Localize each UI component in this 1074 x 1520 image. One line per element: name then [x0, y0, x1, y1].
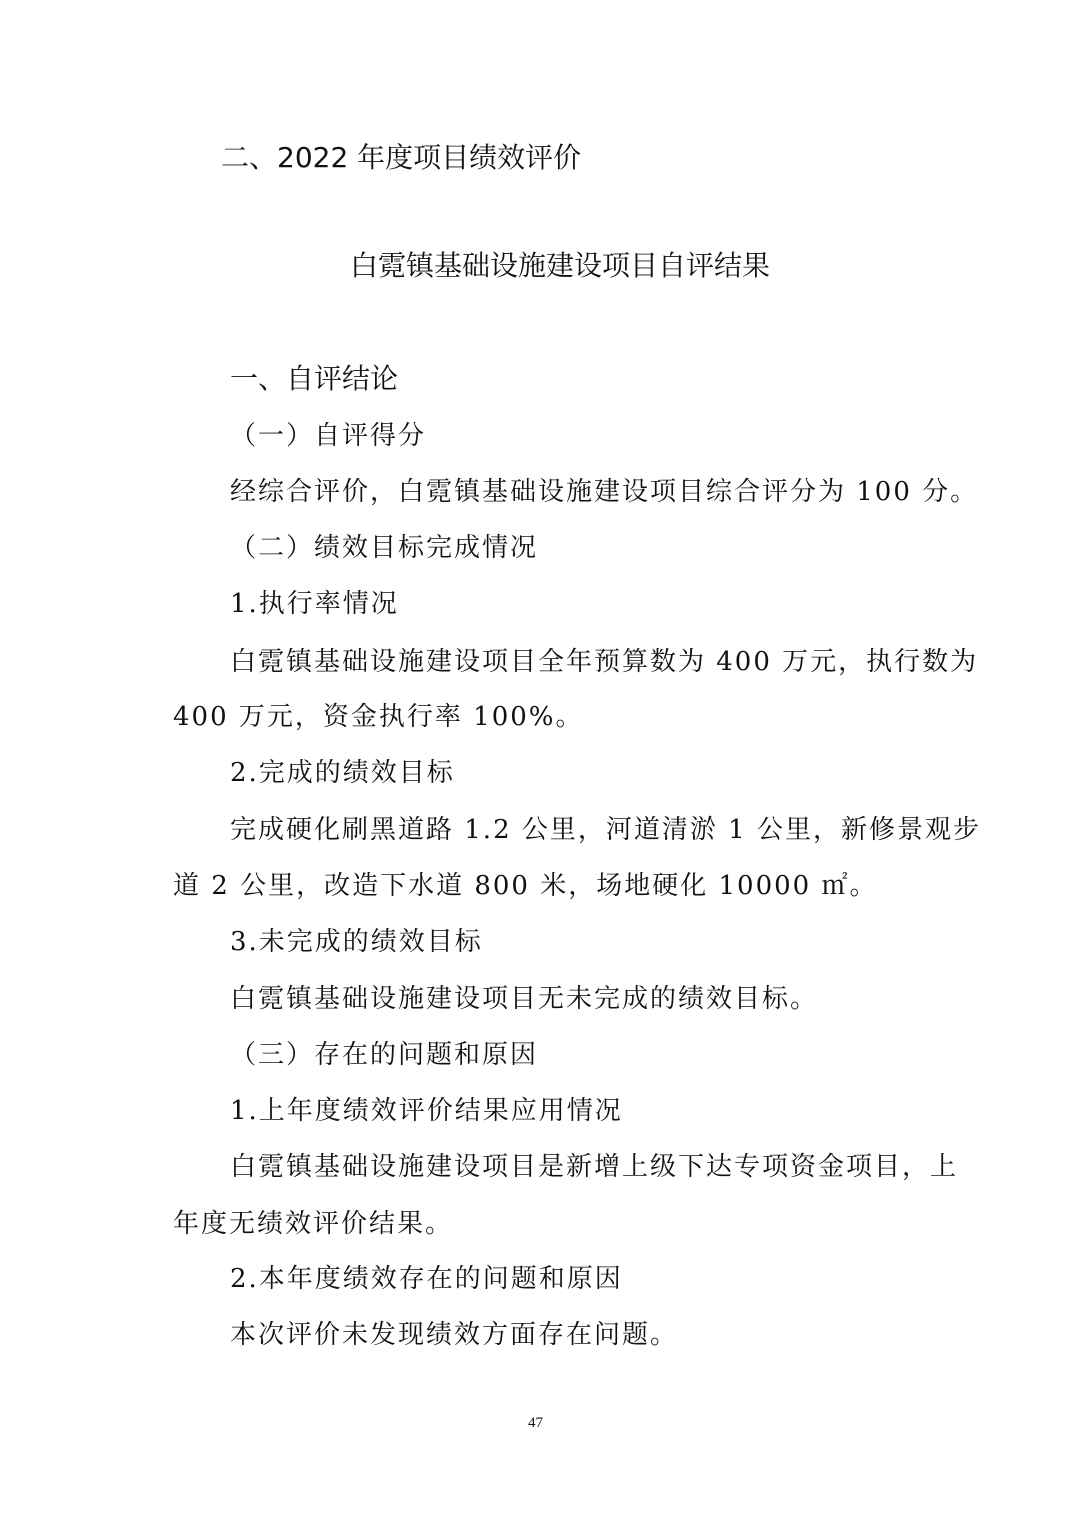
paragraph-line: 年度无绩效评价结果。: [173, 1209, 454, 1239]
paragraph-line: 完成硬化刷黑道路 1.2 公里，河道清淤 1 公里，新修景观步: [230, 815, 981, 845]
paragraph-line: 本次评价未发现绩效方面存在问题。: [230, 1320, 679, 1350]
item-execution-heading: 1.执行率情况: [230, 589, 399, 619]
sub-heading-problems: （三）存在的问题和原因: [230, 1040, 539, 1070]
sub-heading-performance: （二）绩效目标完成情况: [230, 533, 539, 563]
section-heading: 二、2022 年度项目绩效评价: [221, 141, 582, 174]
part-one-heading: 一、自评结论: [230, 362, 399, 395]
paragraph-line: 道 2 公里，改造下水道 800 米，场地硬化 10000 ㎡。: [173, 871, 878, 901]
item-previous-year-heading: 1.上年度绩效评价结果应用情况: [230, 1096, 623, 1126]
score-text: 经综合评价，白霓镇基础设施建设项目综合评分为 100 分。: [230, 477, 979, 507]
sub-heading-score: （一）自评得分: [230, 421, 427, 451]
report-title: 白霓镇基础设施建设项目自评结果: [350, 249, 771, 282]
paragraph-line: 白霓镇基础设施建设项目全年预算数为 400 万元，执行数为: [230, 647, 979, 677]
item-current-year-heading: 2.本年度绩效存在的问题和原因: [230, 1264, 623, 1294]
paragraph-line: 白霓镇基础设施建设项目是新增上级下达专项资金项目，上: [230, 1152, 959, 1182]
paragraph-line: 400 万元，资金执行率 100%。: [173, 702, 584, 732]
item-completed-heading: 2.完成的绩效目标: [230, 758, 455, 788]
page-number: 47: [528, 1415, 543, 1431]
item-uncompleted-heading: 3.未完成的绩效目标: [230, 927, 483, 957]
paragraph-line: 白霓镇基础设施建设项目无未完成的绩效目标。: [230, 984, 819, 1014]
